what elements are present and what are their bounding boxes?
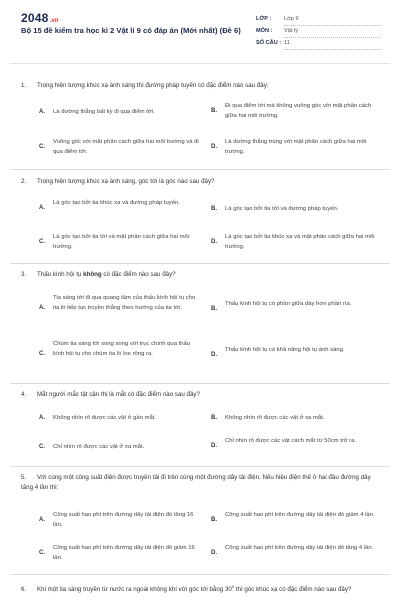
- option-text: Công suất hao phí trên đường dây tải điện đó giảm 4 lần.: [225, 512, 375, 518]
- question-number: 4.: [21, 391, 27, 398]
- question-number: 3.: [21, 271, 27, 278]
- option-d[interactable]: [211, 233, 381, 253]
- meta-row-count: [256, 38, 380, 50]
- option-text: Không nhìn rõ được các vật ở xa mắt.: [225, 415, 325, 421]
- option-b[interactable]: [211, 300, 381, 320]
- question-divider: [10, 383, 390, 384]
- option-text: Là góc tạo bởi tia khúc xạ và đường pháp tuyến.: [53, 200, 180, 206]
- logo-suffix: .vn: [49, 18, 59, 24]
- option-c[interactable]: [39, 544, 199, 564]
- question-text-post: thì góc khúc xạ có đặc điểm nào sau đây?: [234, 586, 352, 594]
- option-text: Tia sáng tới đi qua quang tâm của thấu kính hội tụ cho tia ló tiếp tục truyền thẳng theo hướng của tia tới.: [53, 295, 196, 311]
- question-divider: [10, 169, 390, 170]
- option-key: C.: [39, 239, 45, 245]
- option-text: Công suất hao phí trên đường dây tải điện đó tăng 4 lần.: [225, 545, 374, 551]
- meta-row-subject: [256, 26, 380, 38]
- question-number: 2.: [21, 178, 27, 185]
- meta-value: Lớp 9: [284, 16, 299, 22]
- question-stem: [21, 270, 381, 280]
- meta-value: Vật lý: [284, 28, 298, 34]
- option-key: D.: [211, 144, 217, 150]
- option-key: D.: [211, 550, 217, 556]
- option-text: Là góc tạo bởi tia tới và mặt phân cách giữa hai môi trường.: [53, 234, 190, 250]
- option-key: B.: [211, 306, 217, 312]
- option-d[interactable]: [211, 544, 381, 564]
- option-key: B.: [211, 108, 217, 114]
- option-key: B.: [211, 517, 217, 523]
- option-key: A.: [39, 517, 45, 523]
- option-c[interactable]: [39, 233, 199, 253]
- option-text: Công suất hao phí trên đường dây tải điện đó tăng 16 lần.: [53, 512, 194, 528]
- option-d[interactable]: [211, 346, 381, 366]
- option-b[interactable]: [211, 205, 381, 217]
- option-text: Là góc tạo bởi tia khúc xạ và mặt phân cách giữa hai môi trường.: [225, 234, 375, 250]
- option-b[interactable]: [211, 414, 381, 426]
- meta-key: MÔN :: [256, 28, 273, 34]
- meta-info: [256, 14, 380, 50]
- option-text: Chùm tia sáng tới song song với trục chính qua thấu kính hội tụ cho chùm tia ló loe rộng ra.: [53, 341, 191, 357]
- question-text: Trong hiện tượng khúc xạ ánh sáng thì đường pháp tuyến có đặc điểm nào sau đây:: [37, 82, 269, 89]
- meta-row-class: [256, 14, 380, 26]
- option-key: D.: [211, 352, 217, 358]
- logo-text: 2048: [21, 11, 49, 25]
- question-stem: [21, 582, 381, 595]
- option-key: A.: [39, 205, 45, 211]
- question-text: Mắt người mắc tật cận thị là mắt có đặc điểm nào sau đây?: [37, 391, 200, 398]
- meta-key: SỐ CÂU :: [256, 40, 282, 46]
- option-key: A.: [39, 109, 45, 115]
- option-c[interactable]: [39, 443, 199, 455]
- option-text: Vuông góc với mặt phân cách giữa hai môi trường và đi qua điểm tới.: [53, 139, 199, 155]
- question-divider: [10, 574, 390, 575]
- question-stem: [21, 177, 381, 187]
- meta-key: LỚP :: [256, 16, 272, 22]
- meta-divider: [284, 49, 380, 50]
- degree-superscript: 0: [231, 584, 235, 589]
- meta-value: 11: [284, 40, 290, 46]
- question-text: Với cùng một công suất điện được truyền tải đi trên cùng một đường dây tải điện. Nếu hiệu điện thế ở hai đầu đường dây tăng 4 lần thì:: [21, 474, 371, 491]
- option-a[interactable]: [39, 108, 199, 128]
- question-stem: [21, 390, 381, 400]
- option-text: Thấu kính hội tụ có khả năng hội tụ ánh sáng.: [225, 347, 345, 353]
- question-text-post: có đặc điểm nào sau đây?: [101, 271, 176, 278]
- option-text: Chỉ nhìn rõ được các vật ở xa mắt.: [53, 444, 145, 450]
- page-title: Bộ 15 đề kiểm tra học kì 2 Vật lí 9 có đáp án (Mới nhất) (Đề 6): [21, 26, 241, 35]
- option-key: C.: [39, 351, 45, 357]
- question-stem: [21, 81, 381, 91]
- option-key: D.: [211, 239, 217, 245]
- option-d[interactable]: [211, 437, 381, 457]
- question-number: 1.: [21, 82, 27, 89]
- option-key: C.: [39, 144, 45, 150]
- question-text-emphasis: không: [83, 271, 102, 278]
- option-text: Không nhìn rõ được các vật ở gần mắt.: [53, 415, 157, 421]
- header-divider: [10, 63, 390, 64]
- option-key: C.: [39, 550, 45, 556]
- question-number: 5.: [21, 474, 27, 481]
- site-logo[interactable]: [21, 11, 59, 25]
- option-text: Công suất hao phí trên đường dây tải điện đó giảm 16 lần.: [53, 545, 195, 561]
- question-text: Trong hiện tượng khúc xạ ánh sáng, góc tới là góc nào sau đây?: [37, 178, 215, 185]
- question-stem: [21, 473, 381, 493]
- option-key: C.: [39, 444, 45, 450]
- option-b[interactable]: [211, 511, 381, 531]
- option-c[interactable]: [39, 138, 199, 158]
- option-text: Thấu kính hội tụ có phần giữa dày hơn phần rìa.: [225, 301, 352, 307]
- option-text: Là góc tạo bởi tia tới và đường pháp tuyến.: [225, 206, 339, 212]
- option-a[interactable]: [39, 511, 199, 531]
- question-text-pre: Khi một tia sáng truyền từ nước ra ngoài không khí với góc tới bằng 30: [37, 586, 232, 594]
- question-divider: [10, 466, 390, 467]
- option-a[interactable]: [39, 199, 199, 219]
- option-d[interactable]: [211, 138, 381, 158]
- option-text: Là đường thẳng bất kỳ đi qua điểm tới.: [53, 109, 155, 115]
- option-a[interactable]: [39, 294, 199, 324]
- option-key: A.: [39, 415, 45, 421]
- question-divider: [10, 263, 390, 264]
- document-header: [0, 0, 400, 60]
- question-text-pre: Thấu kính hội tụ: [37, 271, 84, 278]
- option-b[interactable]: [211, 102, 381, 122]
- option-a[interactable]: [39, 414, 199, 426]
- option-text: Là đường thẳng trùng với mặt phân cách giữa hai môi trường.: [225, 139, 367, 155]
- option-key: B.: [211, 206, 217, 212]
- question-number: 6.: [21, 586, 27, 594]
- option-text: Đi qua điểm tới mà không vuông góc với mặt phân cách giữa hai môi trường.: [225, 103, 372, 119]
- option-text: Chỉ nhìn rõ được các vật cách mắt từ 50cm trở ra.: [225, 438, 357, 444]
- option-key: A.: [39, 305, 45, 311]
- option-c[interactable]: [39, 340, 199, 370]
- option-key: B.: [211, 415, 217, 421]
- option-key: D.: [211, 443, 217, 449]
